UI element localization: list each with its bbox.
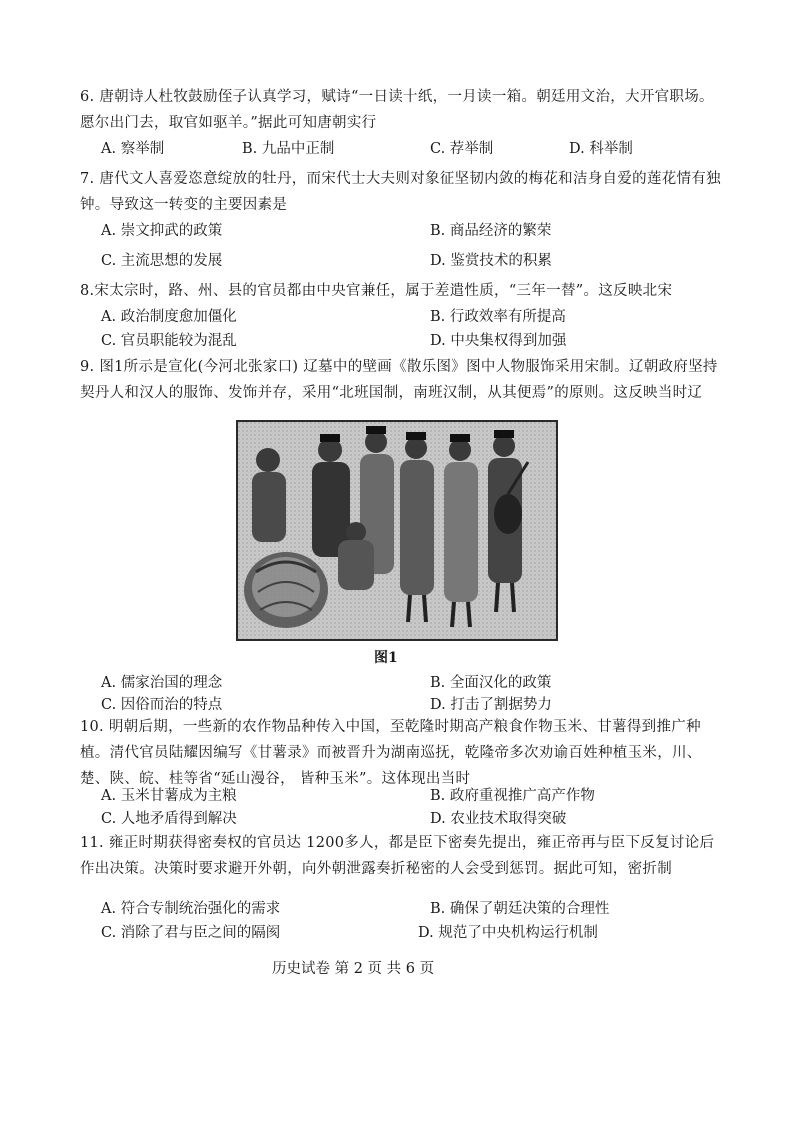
q8-option-c: C. 官员职能较为混乱 — [101, 333, 237, 349]
q10-option-a: A. 玉米甘薯成为主粮 — [101, 788, 237, 804]
question-6: 6. 唐朝诗人杜牧鼓励侄子认真学习，赋诗“一日读十纸，一月读一箱。朝廷用文治，大开官职场。愿尔出门去，取官如驱羊。”据此可知唐朝实行 — [80, 89, 714, 131]
q11-option-a: A. 符合专制统治强化的需求 — [101, 901, 281, 917]
q10-option-b: B. 政府重视推广高产作物 — [430, 788, 595, 804]
q11-option-b: B. 确保了朝廷决策的合理性 — [430, 901, 610, 917]
q10-option-d: D. 农业技术取得突破 — [430, 811, 567, 827]
question-9: 9. 图1所示是宣化(今河北张家口) 辽墓中的壁画《散乐图》图中人物服饰采用宋制。辽朝政府坚持契丹人和汉人的服饰、发饰并存，采用“北班国制，南班汉制，从其便焉”的原则。这反映当时辽 — [80, 359, 718, 401]
q9-option-b: B. 全面汉化的政策 — [430, 675, 552, 691]
q9-option-a: A. 儒家治国的理念 — [101, 675, 223, 691]
q9-option-c: C. 因俗而治的特点 — [101, 697, 223, 713]
q11-option-c: C. 消除了君与臣之间的隔阂 — [101, 925, 281, 941]
q8-option-a: A. 政治制度愈加僵化 — [101, 309, 237, 325]
q8-option-d: D. 中央集权得到加强 — [430, 333, 567, 349]
q7-option-c: C. 主流思想的发展 — [101, 253, 223, 269]
q9-option-d: D. 打击了割据势力 — [430, 697, 552, 713]
q7-option-a: A. 崇文抑武的政策 — [101, 223, 223, 239]
q11-option-d: D. 规范了中央机构运行机制 — [418, 925, 598, 941]
q6-option-c: C. 荐举制 — [430, 141, 494, 157]
question-10: 10. 明朝后期，一些新的农作物品种传入中国，至乾隆时期高产粮食作物玉米、甘薯得到推广种植。清代官员陆耀因编写《甘薯录》而被晋升为湖南巡抚，乾隆帝多次劝谕百姓种植玉米，川、楚、陕、皖、桂等省“延山漫谷， 皆种玉米”。这体现出当时 — [80, 719, 702, 787]
ornate-vessel — [244, 552, 328, 628]
question-8: 8.宋太宗时，路、州、县的官员都由中央官兼任，属于差遣性质，“三年一替”。这反映北宋 — [80, 283, 673, 299]
q10-option-c: C. 人地矛盾得到解决 — [101, 811, 237, 827]
q7-option-d: D. 鉴赏技术的积累 — [430, 253, 552, 269]
q6-option-d: D. 科举制 — [569, 141, 633, 157]
q8-option-b: B. 行政效率有所提高 — [430, 309, 566, 325]
mural-figure — [236, 420, 558, 641]
figure-caption: 图1 — [374, 650, 398, 666]
q6-option-a: A. 察举制 — [101, 141, 165, 157]
q7-option-b: B. 商品经济的繁荣 — [430, 223, 552, 239]
question-7: 7. 唐代文人喜爱恣意绽放的牡丹，而宋代士大夫则对象征坚韧内敛的梅花和洁身自爱的莲花情有独钟。导致这一转变的主要因素是 — [80, 171, 721, 213]
mural-illustration — [238, 422, 556, 639]
question-11: 11. 雍正时期获得密奏权的官员达 1200多人，都是臣下密奏先提出，雍正帝再与臣下反复讨论后作出决策。决策时要求避开外朝，向外朝泄露奏折秘密的人会受到惩罚。据此可知，密折制 — [80, 835, 715, 877]
page-footer: 历史试卷 第 2 页 共 6 页 — [272, 961, 435, 977]
q6-option-b: B. 九品中正制 — [242, 141, 335, 157]
